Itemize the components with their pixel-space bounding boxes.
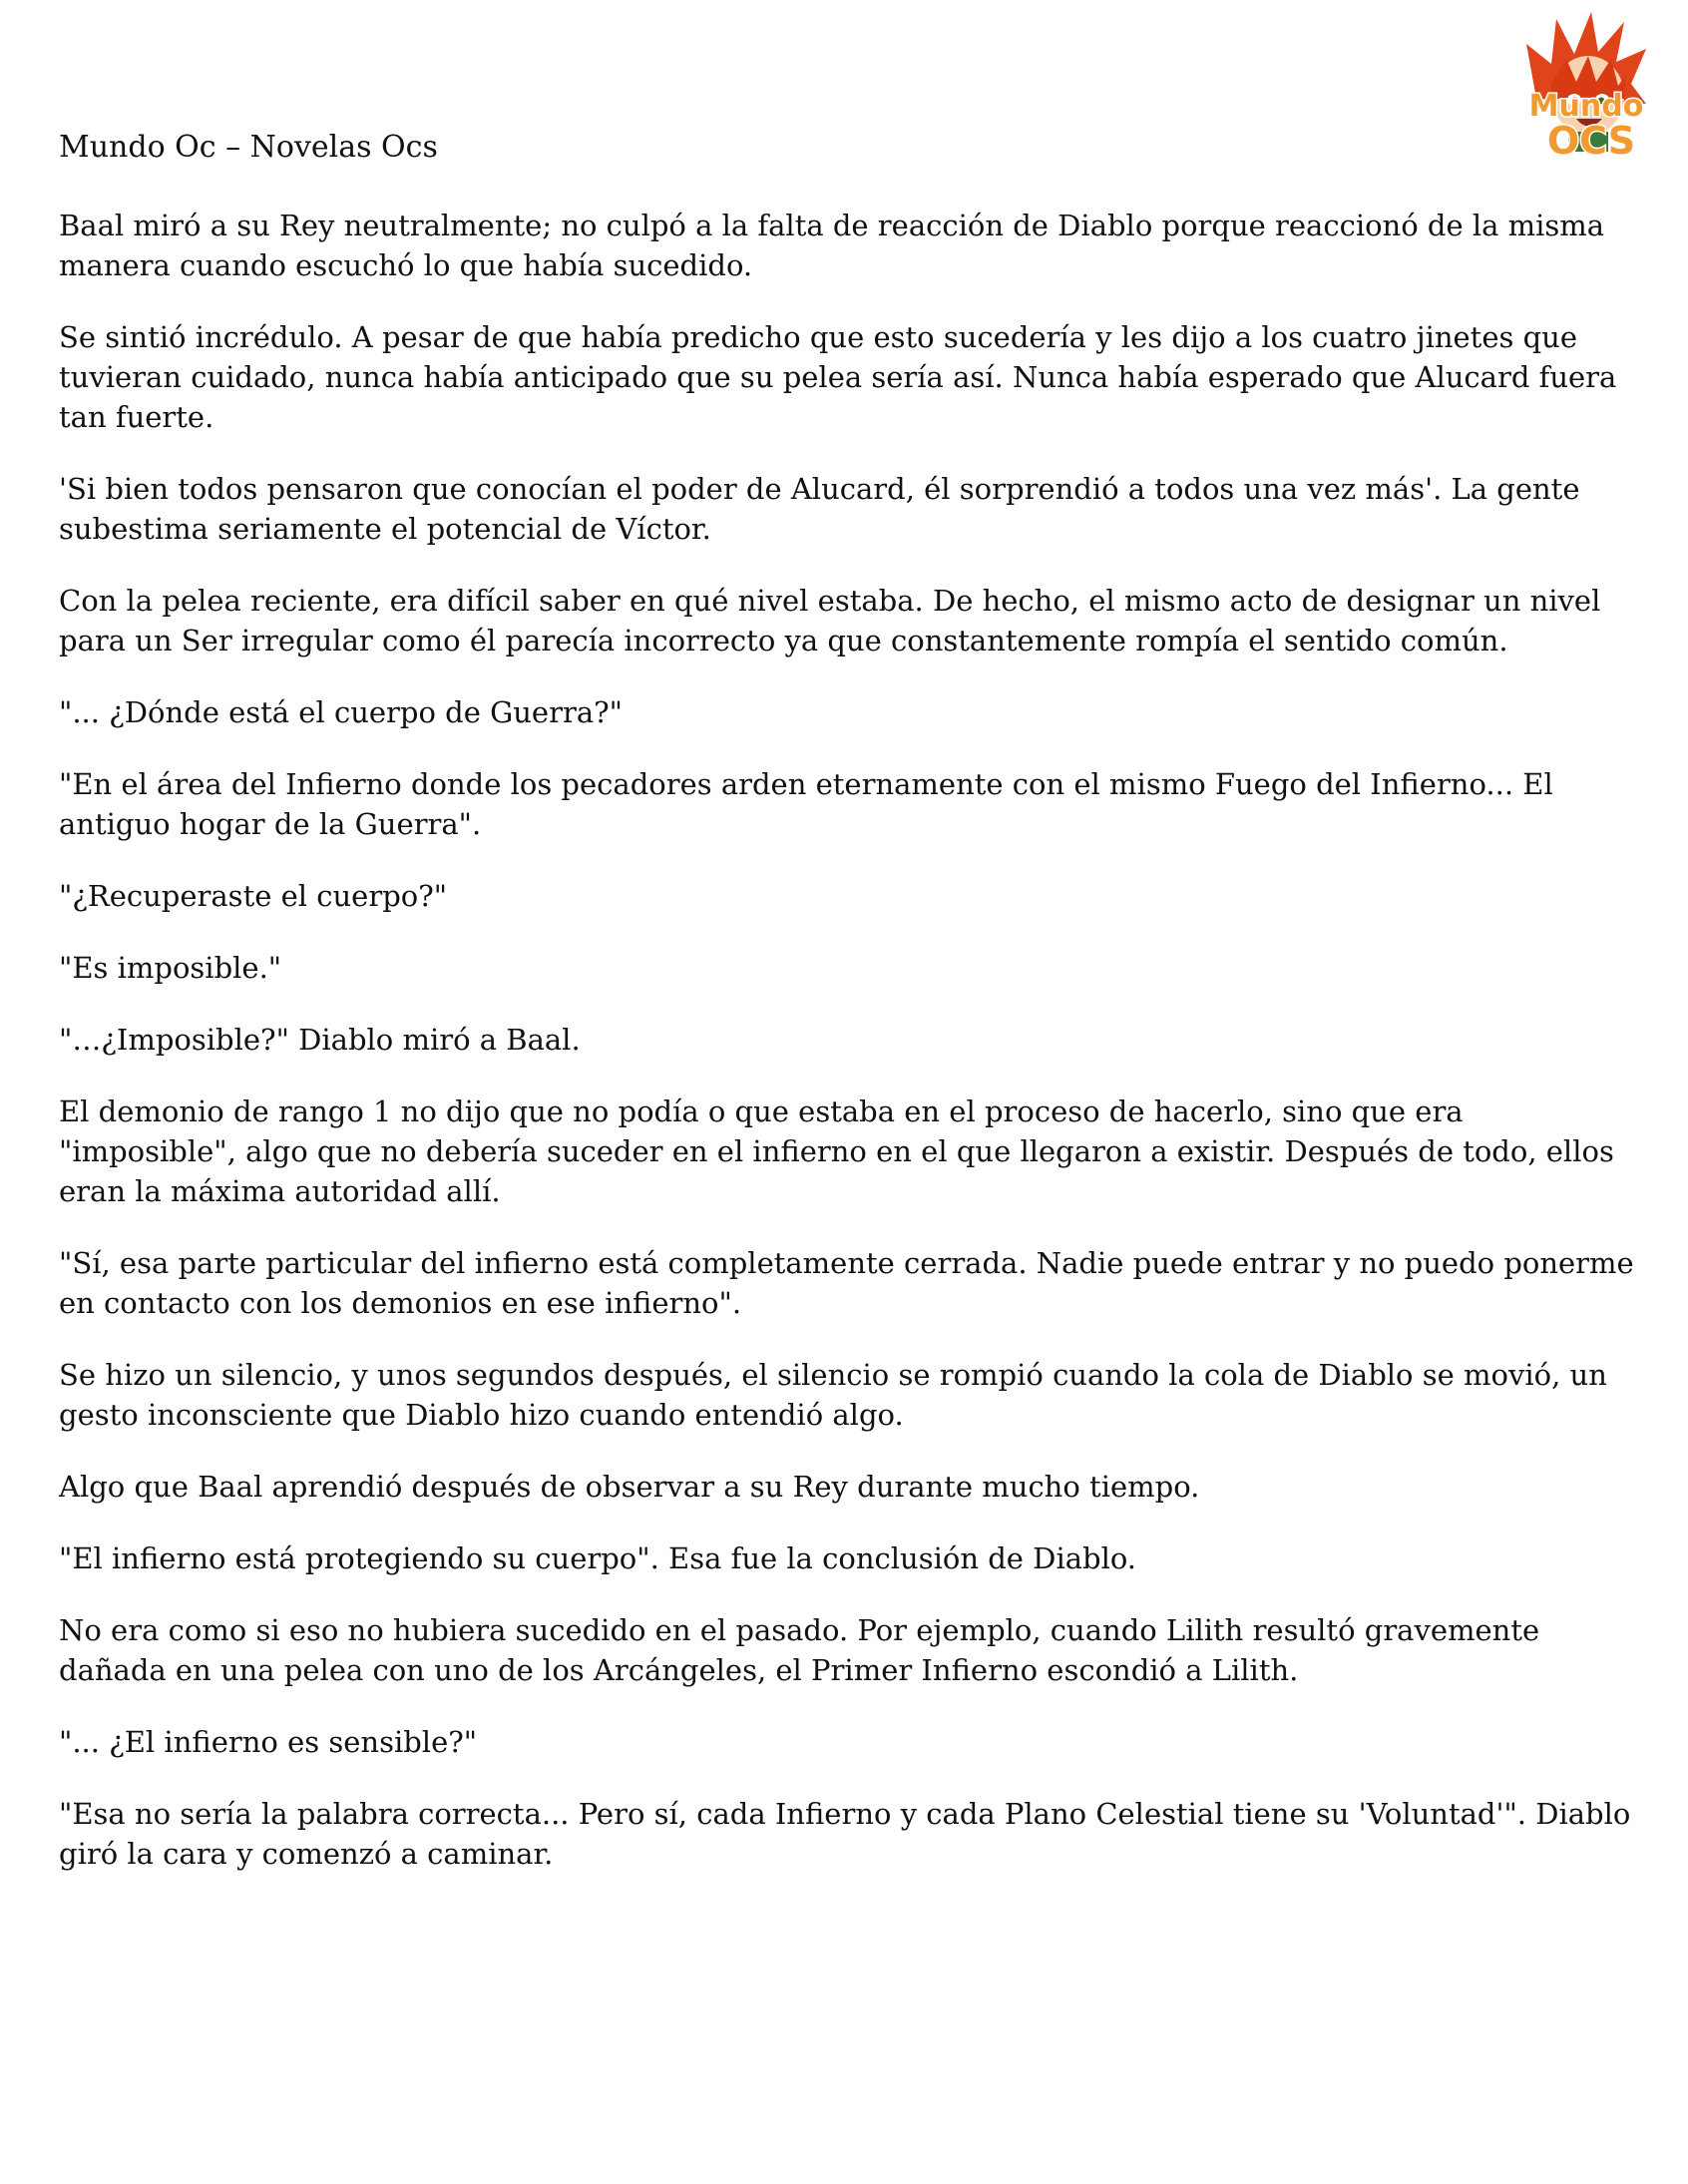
paragraph: "Sí, esa parte particular del infierno está completamente cerrada. Nadie puede entrar y no puedo ponerme en contacto con los demonios en ese infierno". — [59, 1246, 1634, 1320]
paragraph: No era como si eso no hubiera sucedido en el pasado. Por ejemplo, cuando Lilith resultó gravemente dañada en una pelea con uno de los Arcángeles, el Primer Infierno escondió a Lilith. — [59, 1613, 1540, 1687]
svg-text:OCS: OCS — [1546, 119, 1636, 163]
page-header-title: Mundo Oc – Novelas Ocs — [59, 130, 438, 165]
paragraph: 'Si bien todos pensaron que conocían el poder de Alucard, él sorprendió a todos una vez más'. La gente subestima seriamente el potencial de Víctor. — [59, 472, 1580, 546]
paragraph: Algo que Baal aprendió después de observar a su Rey durante mucho tiempo. — [59, 1470, 1200, 1504]
paragraph: Con la pelea reciente, era difícil saber en qué nivel estaba. De hecho, el mismo acto de designar un nivel para un Ser irregular como él parecía incorrecto ya que constantemente rompía el sentido común. — [59, 584, 1601, 657]
paragraph: "... ¿El infierno es sensible?" — [59, 1725, 478, 1759]
paragraph: El demonio de rango 1 no dijo que no podía o que estaba en el proceso de hacerlo, sino que era "imposible", algo que no debería suceder en el infierno en el que llegaron a existir. Después de todo, ellos eran la máxima autoridad allí. — [59, 1094, 1614, 1208]
paragraph: "Esa no sería la palabra correcta... Pero sí, cada Infierno y cada Plano Celestial tiene su 'Voluntad'". Diablo giró la cara y comenzó a caminar. — [59, 1797, 1631, 1871]
paragraph: "¿Recuperaste el cuerpo?" — [59, 879, 448, 913]
document-body — [59, 206, 1640, 1906]
svg-text:Mundo: Mundo — [1528, 89, 1644, 124]
mundo-ocs-logo — [1496, 4, 1676, 184]
paragraph: "El infierno está protegiendo su cuerpo". Esa fue la conclusión de Diablo. — [59, 1541, 1137, 1575]
paragraph: "…¿Imposible?" Diablo miró a Baal. — [59, 1023, 581, 1057]
paragraph: Se sintió incrédulo. A pesar de que había predicho que esto sucedería y les dijo a los cuatro jinetes que tuvieran cuidado, nunca había anticipado que su pelea sería así. Nunca había esperado que Alucard fuera tan fuerte. — [59, 320, 1617, 434]
paragraph: "En el área del Infierno donde los pecadores arden eternamente con el mismo Fuego del Infierno... El antiguo hogar de la Guerra". — [59, 767, 1553, 841]
paragraph: "... ¿Dónde está el cuerpo de Guerra?" — [59, 695, 623, 729]
paragraph: "Es imposible." — [59, 951, 282, 985]
paragraph: Baal miró a su Rey neutralmente; no culpó a la falta de reacción de Diablo porque reaccionó de la misma manera cuando escuchó lo que había sucedido. — [59, 209, 1605, 282]
paragraph: Se hizo un silencio, y unos segundos después, el silencio se rompió cuando la cola de Diablo se movió, un gesto inconsciente que Diablo hizo cuando entendió algo. — [59, 1358, 1607, 1432]
